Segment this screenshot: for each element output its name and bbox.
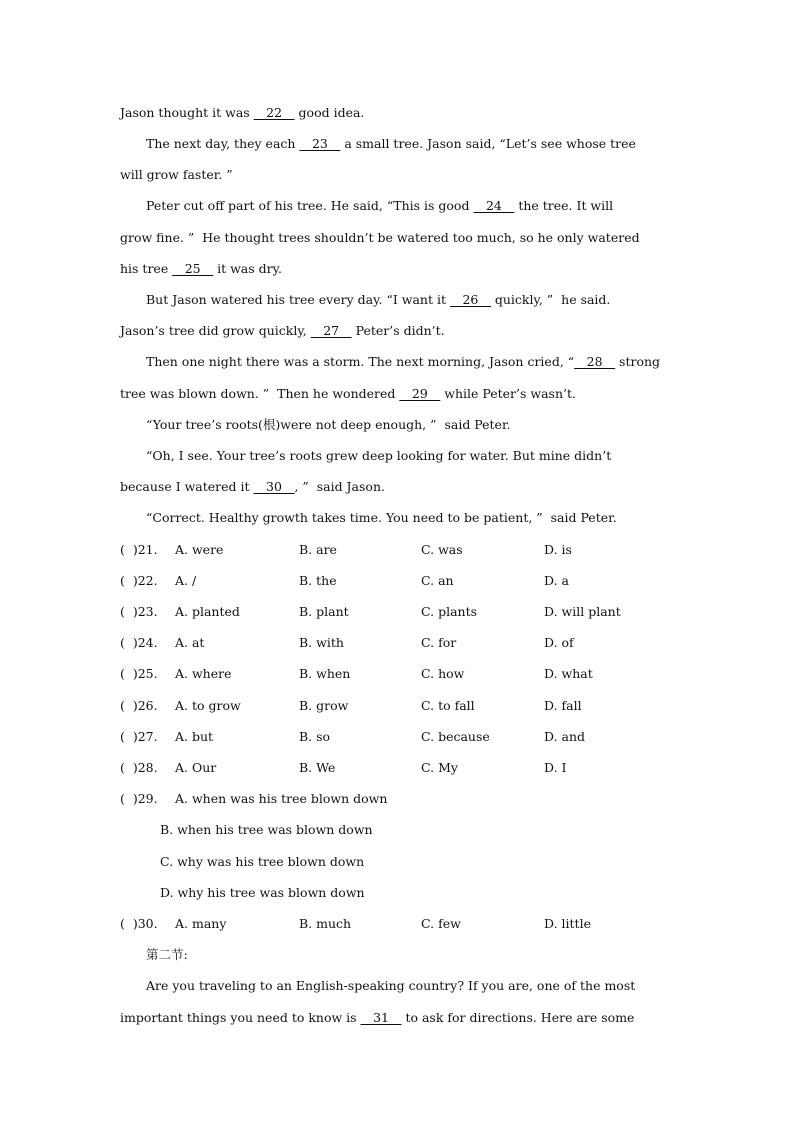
passage-line-5 (120, 230, 676, 246)
option-c: C. plants (421, 604, 478, 619)
text: to ask for directions. Here are some (401, 1010, 635, 1025)
option-b: B. the (299, 573, 337, 588)
passage-line-11 (146, 417, 676, 433)
option-a: A. / (175, 573, 197, 588)
blank-30: __30__ (253, 479, 295, 494)
text: while Peter’s wasn’t. (440, 386, 576, 401)
blank-24: __24__ (473, 198, 515, 213)
text: Then one night there was a storm. The next morning, Jason cried, “ (146, 354, 575, 369)
section2-line-1: Are you traveling to an English-speaking country? If you are, one of the most (146, 978, 636, 993)
blank-23: __23__ (299, 136, 341, 151)
text: important things you need to know is (120, 1010, 361, 1025)
question-number[interactable]: ( )29. (120, 791, 158, 806)
blank-29: __29__ (399, 386, 441, 401)
text: a small tree. Jason said, “Let’s see whose tree (340, 136, 636, 151)
text: grow fine. ” He thought trees shouldn’t be watered too much, so he only watered (120, 230, 640, 245)
text: But Jason watered his tree every day. “I want it (146, 292, 450, 307)
passage-line-14 (146, 510, 676, 526)
option-b: B. when (299, 666, 351, 681)
blank-25: __25__ (172, 261, 214, 276)
option-c: C. why was his tree blown down (160, 854, 365, 869)
text: quickly, ” he said. (490, 292, 611, 307)
option-b: B. so (299, 729, 331, 744)
option-a: A. to grow (175, 698, 241, 713)
question-number[interactable]: ( )26. (120, 698, 158, 713)
option-a: A. planted (175, 604, 240, 619)
text: Jason’s tree did grow quickly, (120, 323, 311, 338)
text: Peter’s didn’t. (351, 323, 445, 338)
option-c: C. few (421, 916, 461, 931)
option-d: D. why his tree was blown down (160, 885, 365, 900)
section2-line-2 (120, 1010, 676, 1026)
passage-line-7 (146, 292, 676, 308)
question-number[interactable]: ( )30. (120, 916, 158, 931)
question-number[interactable]: ( )23. (120, 604, 158, 619)
question-number[interactable]: ( )28. (120, 760, 158, 775)
text: “Your tree’s roots(根)were not deep enough, ” said Peter. (146, 417, 511, 432)
option-b: B. much (299, 916, 352, 931)
question-number[interactable]: ( )25. (120, 666, 158, 681)
option-b: B. when his tree was blown down (160, 822, 373, 837)
option-d: D. fall (544, 698, 582, 713)
text: good idea. (294, 105, 365, 120)
text: strong (615, 354, 661, 369)
option-a: A. were (175, 542, 224, 557)
blank-28: __28__ (574, 354, 616, 369)
passage-line-6 (120, 261, 676, 277)
option-a: A. but (175, 729, 214, 744)
text: The next day, they each (146, 136, 300, 151)
blank-26: __26__ (449, 292, 491, 307)
text: because I watered it (120, 479, 254, 494)
option-c: C. how (421, 666, 465, 681)
question-number[interactable]: ( )24. (120, 635, 158, 650)
option-c: C. was (421, 542, 463, 557)
option-b: B. are (299, 542, 337, 557)
option-a: A. where (175, 666, 232, 681)
question-number[interactable]: ( )22. (120, 573, 158, 588)
text: , ” said Jason. (294, 479, 385, 494)
option-a: A. many (175, 916, 227, 931)
option-c: C. because (421, 729, 490, 744)
text: Jason thought it was (120, 105, 254, 120)
passage-line-9 (146, 354, 676, 370)
blank-31: __31__ (360, 1010, 402, 1025)
option-c: C. an (421, 573, 454, 588)
option-b: B. We (299, 760, 336, 775)
option-a: A. when was his tree blown down (175, 791, 388, 806)
option-d: D. I (544, 760, 567, 775)
option-a: A. at (175, 635, 205, 650)
option-c: C. My (421, 760, 458, 775)
option-b: B. plant (299, 604, 349, 619)
question-number[interactable]: ( )27. (120, 729, 158, 744)
text: it was dry. (213, 261, 282, 276)
passage-line-10 (120, 386, 676, 402)
option-d: D. what (544, 666, 593, 681)
text: “Oh, I see. Your tree’s roots grew deep looking for water. But mine didn’t (146, 448, 612, 463)
blank-22: __22__ (253, 105, 295, 120)
text: his tree (120, 261, 173, 276)
blank-27: __27__ (310, 323, 352, 338)
option-d: D. is (544, 542, 572, 557)
section-heading: 第二节: (146, 947, 188, 962)
option-d: D. and (544, 729, 586, 744)
option-b: B. with (299, 635, 344, 650)
question-number[interactable]: ( )21. (120, 542, 158, 557)
option-d: D. little (544, 916, 591, 931)
option-d: D. a (544, 573, 569, 588)
text: will grow faster. ” (120, 167, 233, 182)
passage-line-8 (120, 323, 676, 339)
option-d: D. will plant (544, 604, 621, 619)
option-a: A. Our (175, 760, 217, 775)
option-d: D. of (544, 635, 574, 650)
option-c: C. to fall (421, 698, 475, 713)
passage-line-13 (120, 479, 676, 495)
passage-line-12 (146, 448, 676, 464)
text: Peter cut off part of his tree. He said, “This is good (146, 198, 474, 213)
passage-line-3 (120, 167, 676, 183)
text: “Correct. Healthy growth takes time. You need to be patient, ” said Peter. (146, 510, 617, 525)
passage-line-1 (120, 105, 676, 121)
passage-line-2 (146, 136, 676, 152)
passage-line-4 (146, 198, 676, 214)
text: tree was blown down. ” Then he wondered (120, 386, 400, 401)
option-b: B. grow (299, 698, 349, 713)
option-c: C. for (421, 635, 457, 650)
text: the tree. It will (514, 198, 614, 213)
